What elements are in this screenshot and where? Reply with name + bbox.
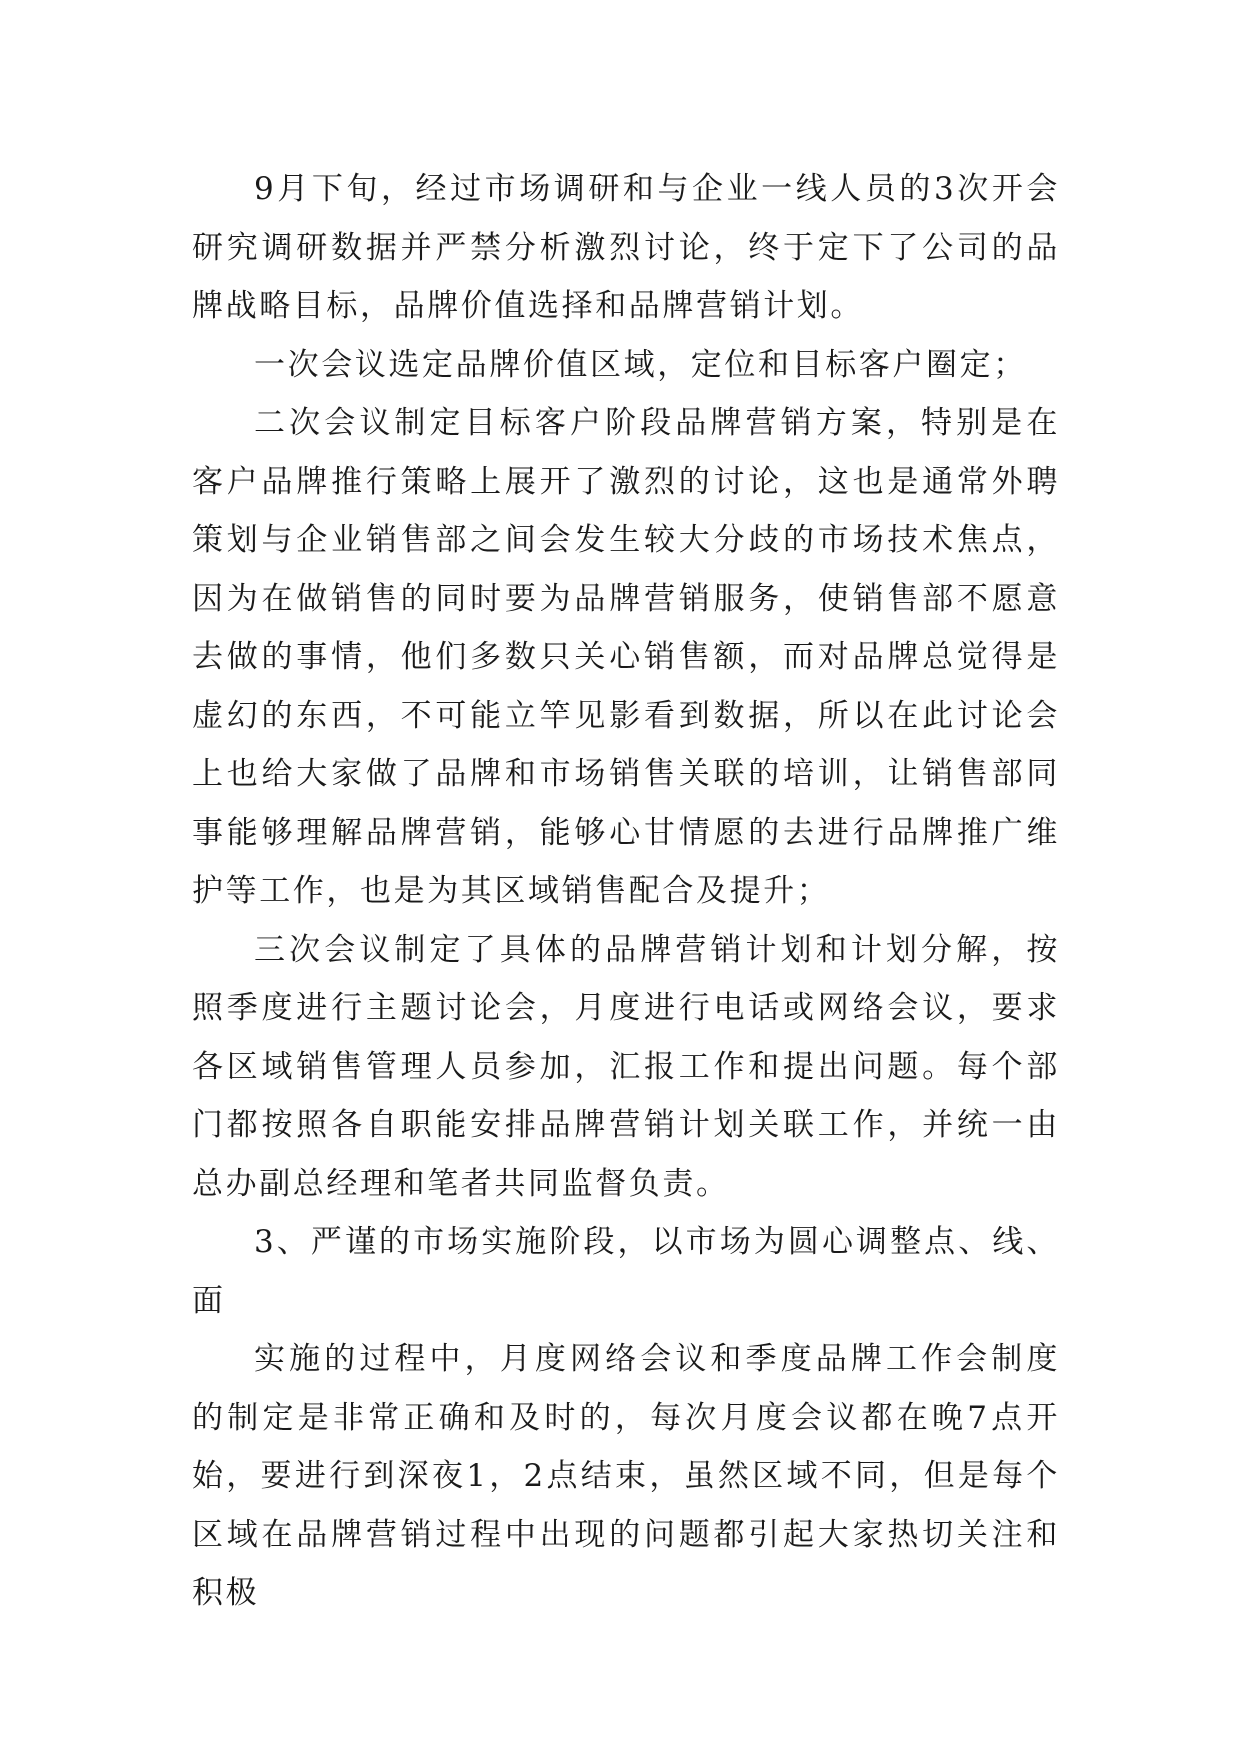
paragraph: 9月下旬，经过市场调研和与企业一线人员的3次开会研究调研数据并严禁分析激烈讨论，终于定下了公司的品牌战略目标，品牌价值选择和品牌营销计划。 bbox=[192, 171, 1060, 324]
paragraph: 实施的过程中，月度网络会议和季度品牌工作会制度的制定是非常正确和及时的，每次月度会议都在晚7点开始，要进行到深夜1，2点结束，虽然区域不同，但是每个区域在品牌营销过程中出现的问题都引起大家热切关注和积极 bbox=[192, 1341, 1060, 1611]
paragraph: 一次会议选定品牌价值区域，定位和目标客户圈定； bbox=[254, 346, 1027, 383]
paragraph: 三次会议制定了具体的品牌营销计划和计划分解，按照季度进行主题讨论会，月度进行电话或网络会议，要求各区域销售管理人员参加，汇报工作和提出问题。每个部门都按照各自职能安排品牌营销计划关联工作，并统一由总办副总经理和笔者共同监督负责。 bbox=[192, 931, 1060, 1202]
document-body bbox=[192, 160, 1060, 1623]
section-heading: 3、严谨的市场实施阶段，以市场为圆心调整点、线、面 bbox=[192, 1224, 1060, 1319]
paragraph: 二次会议制定目标客户阶段品牌营销方案，特别是在客户品牌推行策略上展开了激烈的讨论，这也是通常外聘策划与企业销售部之间会发生较大分歧的市场技术焦点，因为在做销售的同时要为品牌营销服务，使销售部不愿意去做的事情，他们多数只关心销售额，而对品牌总觉得是虚幻的东西，不可能立竿见影看到数据，所以在此讨论会上也给大家做了品牌和市场销售关联的培训，让销售部同事能够理解品牌营销，能够心甘情愿的去进行品牌推广维护等工作，也是为其区域销售配合及提升； bbox=[192, 405, 1060, 909]
